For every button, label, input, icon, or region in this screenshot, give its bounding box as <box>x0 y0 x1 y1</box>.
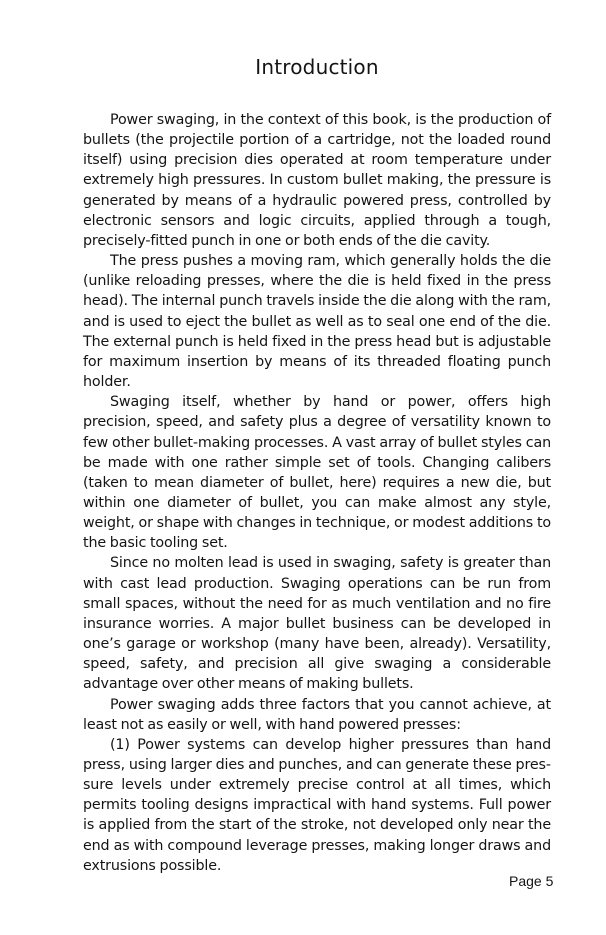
paragraph-swaging-advantages: Swaging itself, whether by hand or power, offers high precision, speed, and safety plus a degree of versatility known to few other bullet-making processes. A vast array of bullet styles can be made with one rather simple set of tools. Changing calibers (taken to mean diameter of bullet, here) requires a new die, but within one diameter of bullet, you can make almost any style, weight, or shape with changes in technique, or modest additions to the basic tooling set. <box>83 394 551 552</box>
paragraph-power-factors: Power swaging adds three factors that you cannot achieve, at least not as easily or well, with hand powered presses: <box>83 696 551 733</box>
paragraph-press-ram: The press pushes a moving ram, which generally holds the die (unlike reloading presses, where the die is held fixed in the press head). The internal punch travels inside the die along with the ram, and is used to eject the bullet as well as to seal one end of the die. The external punch is held fixed in the press head but is adjustable for maximum insertion by means of its threaded floating punch holder. <box>83 253 551 391</box>
paragraph-factor-one: (1) Power systems can develop higher pressures than hand press, using larger dies and punches, and can generate these pressure levels under extremely precise control at all times, which permits tooling designs impractical with hand systems. Full power is applied from the start of the stroke, not developed only near the end as with compound leverage presses, making longer draws and extrusions possible. <box>83 736 551 874</box>
page-title: Introduction <box>255 55 379 79</box>
paragraph-intro: Power swaging, in the context of this book, is the production of bullets (the projectile portion of a cartridge, not the loaded round itself) using precision dies operated at room temperature under extremely high pressures. In custom bullet making, the pressure is generated by means of a hydraulic powered press, controlled by electronic sensors and logic circuits, applied through a tough, precisely-fitted punch in one or both ends of the die cavity. <box>83 112 551 249</box>
paragraph-safety: Since no molten lead is used in swaging, safety is greater than with cast lead production. Swaging operations can be run from small spaces, without the need for as much ventilation and no fire insurance worries. A major bullet business can be developed in one’s garage or workshop (many have been, already). Versatility, speed, safety, and precision all give swaging a considerable advantage over other means of making bullets. <box>83 555 551 693</box>
page-number: Page 5 <box>509 873 554 889</box>
body-text <box>83 110 551 876</box>
